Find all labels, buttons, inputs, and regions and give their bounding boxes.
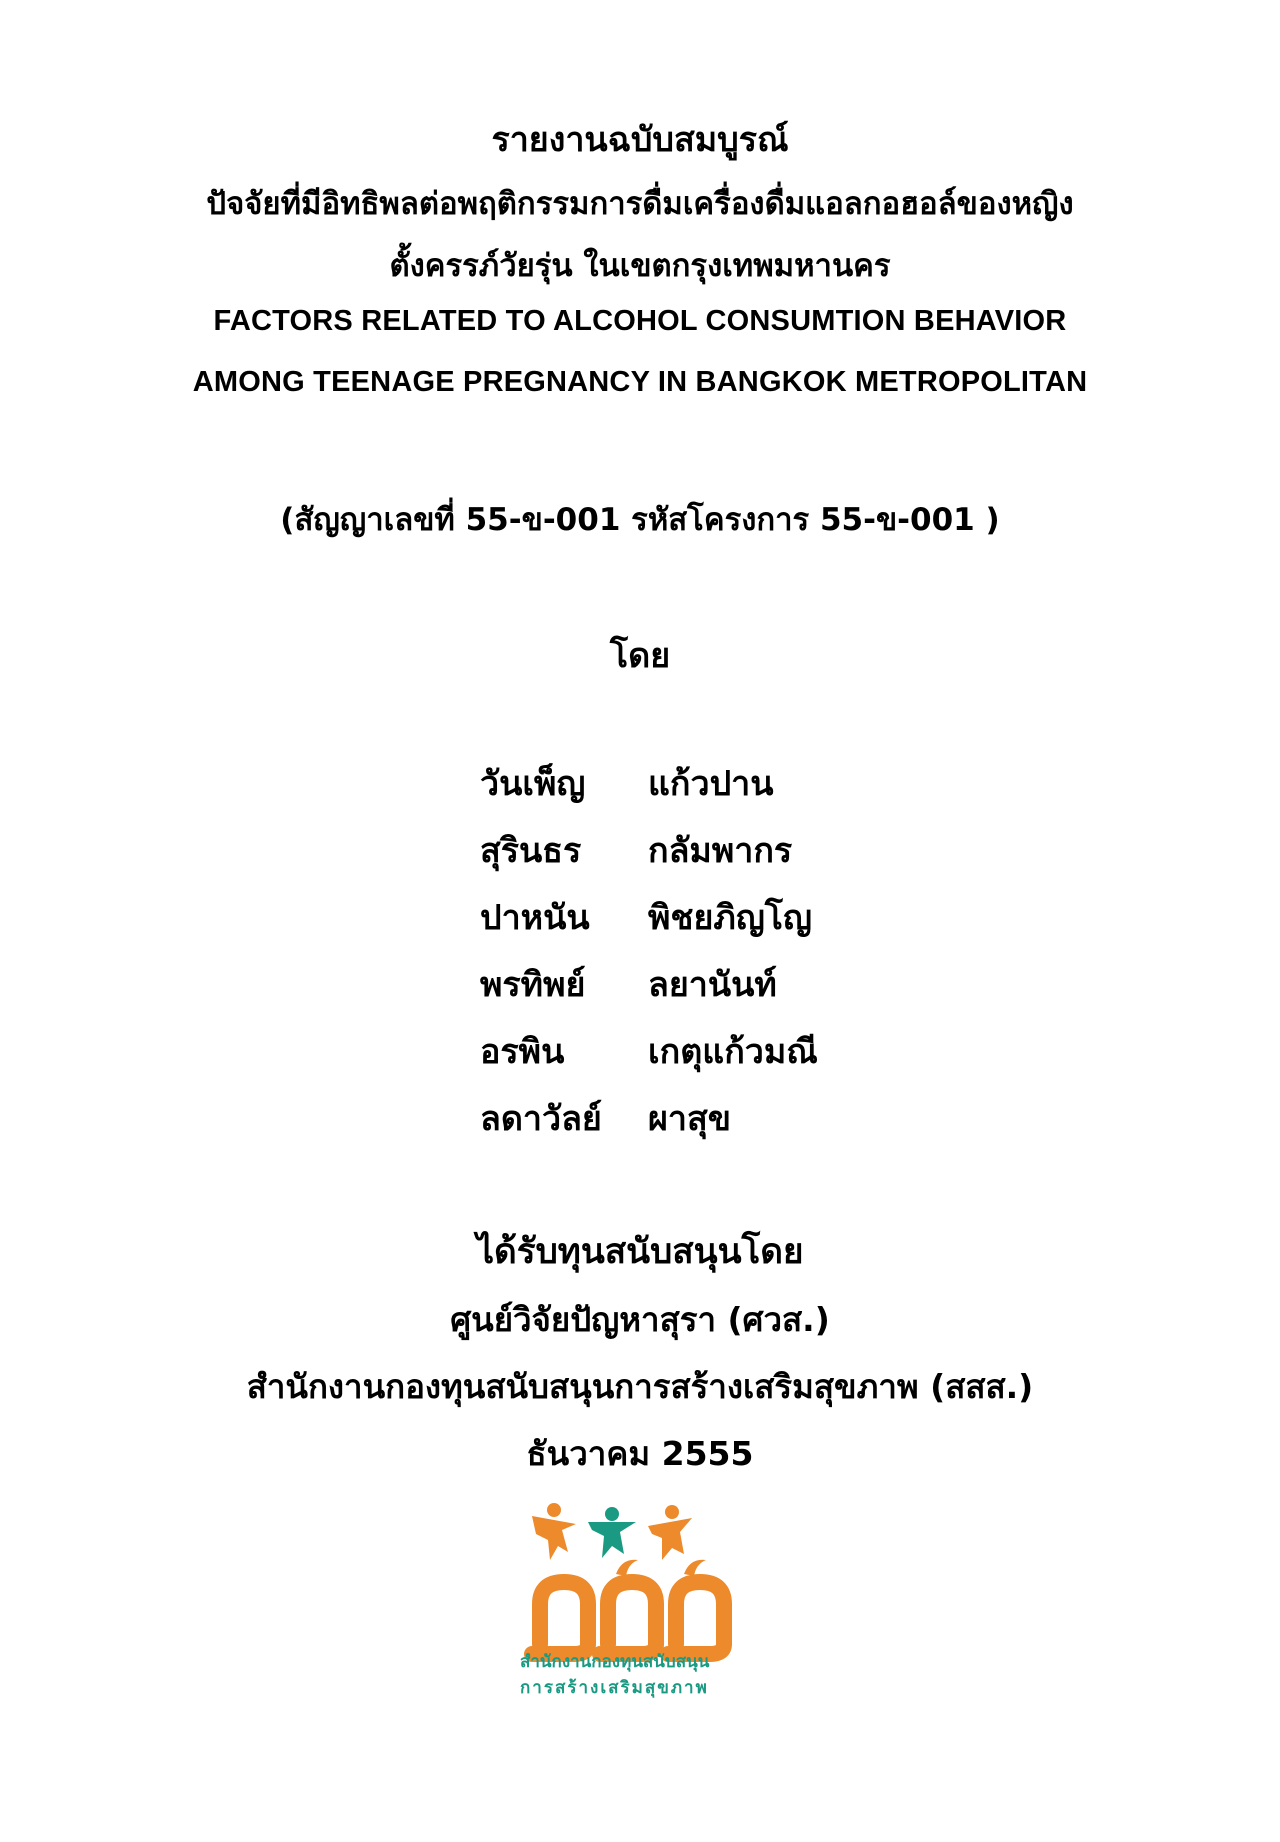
author-row [480,890,818,957]
funding-org-2: สำนักงานกองทุนสนับสนุนการสร้างเสริมสุขภาพ (สสส.) [246,1367,1034,1406]
logo-letterforms [532,1582,724,1654]
english-title-line-1: FACTORS RELATED TO ALCOHOL CONSUMTION BEHAVIOR [213,305,1067,337]
author-first-name: วันเพ็ญ [480,764,586,804]
contract-number: (สัญญาเลขที่ 55-ข-001 รหัสโครงการ 55-ข-001 ) [280,502,1000,538]
thai-title-line-2: ตั้งครรภ์วัยรุ่น ในเขตกรุงเทพมหานคร [389,248,891,284]
by-label: โดย [609,636,671,676]
author-row [480,957,818,1024]
english-title-line-2: AMONG TEENAGE PREGNANCY IN BANGKOK METROPOLITAN [192,366,1088,398]
logo-text-line-2: การสร้างเสริมสุขภาพ [520,1678,709,1698]
funding-org-1: ศูนย์วิจัยปัญหาสุรา (ศวส.) [450,1300,830,1339]
author-row [480,823,818,890]
author-first-name: สุรินธร [480,831,582,871]
figure-icon [588,1507,636,1558]
author-row [480,1024,818,1091]
author-last-name: แก้วปาน [648,764,774,804]
author-row [480,756,818,823]
funded-by-label: ได้รับทุนสนับสนุนโดย [476,1232,804,1272]
figure-icon [532,1503,576,1560]
author-last-name: ผาสุข [648,1099,732,1139]
author-first-name: ปาหนัน [480,898,590,938]
author-row [480,1091,818,1158]
logo-text-line-1: สำนักงานกองทุนสนับสนุน [520,1652,710,1672]
author-last-name: พิชยภิญโญ [648,898,813,938]
thai-title-line-1: ปัจจัยที่มีอิทธิพลต่อพฤติกรรมการดื่มเครื่องดื่มแอลกอฮอล์ของหญิง [206,186,1074,222]
author-list [480,756,818,1158]
author-first-name: อรพิน [480,1032,565,1072]
report-date: ธันวาคม 2555 [526,1434,754,1473]
report-type-heading: รายงานฉบับสมบูรณ์ [491,120,789,160]
figure-icon [648,1505,692,1560]
logo-accent-marks [616,1560,706,1576]
author-first-name: ลดาวัลย์ [480,1099,602,1139]
author-last-name: กลัมพากร [648,831,793,871]
author-last-name: ลยานันท์ [648,965,777,1005]
author-first-name: พรทิพย์ [480,965,586,1005]
author-last-name: เกตุแก้วมณี [648,1032,818,1072]
